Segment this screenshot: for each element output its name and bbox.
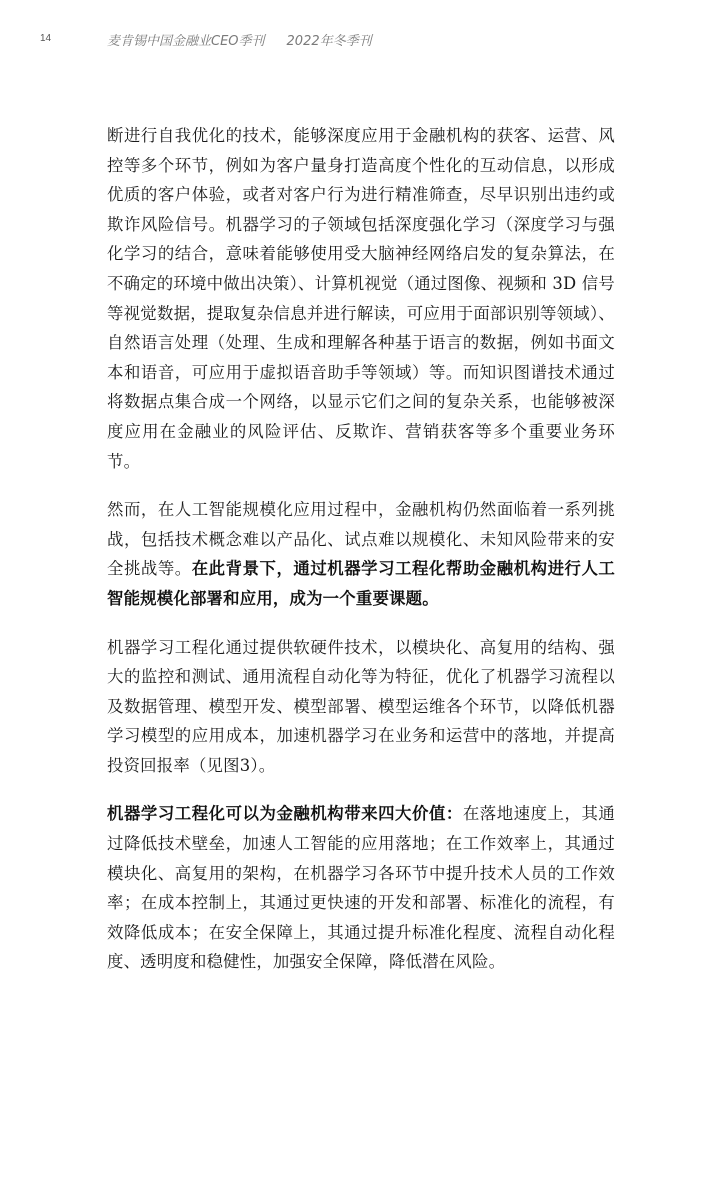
page-number: 14	[40, 33, 52, 44]
paragraph-2	[107, 495, 615, 613]
paragraph-4-emphasis: 机器学习工程化可以为金融机构带来四大价值：	[107, 804, 463, 824]
running-header	[107, 30, 372, 49]
paragraph-4-text: 在落地速度上，其通过降低技术壁垒，加速人工智能的应用落地；在工作效率上，其通过模块化、高复用的架构，在机器学习各环节中提升技术人员的工作效率；在成本控制上，其通过更快速的开发和部署、标准化的流程，有效降低成本；在安全保障上，其通过提升标准化程度、流程自动化程度、透明度和稳健性，加强安全保障，降低潜在风险。	[107, 804, 615, 972]
publication-title: 麦肯锡中国金融业CEO季刊	[107, 34, 265, 49]
article-body	[107, 121, 615, 996]
paragraph-4	[107, 799, 615, 977]
paragraph-2-text: 然而，在人工智能规模化应用过程中，金融机构仍然面临着一系列挑战，包括技术概念难以产品化、试点难以规模化、未知风险带来的安全挑战等。	[107, 500, 615, 579]
paragraph-3: 机器学习工程化通过提供软硬件技术，以模块化、高复用的结构、强大的监控和测试、通用流程自动化等为特征，优化了机器学习流程以及数据管理、模型开发、模型部署、模型运维各个环节，以降低机器学习模型的应用成本，加速机器学习在业务和运营中的落地，并提高投资回报率（见图3）。	[107, 637, 615, 775]
paragraph-2-emphasis: 在此背景下，通过机器学习工程化帮助金融机构进行人工智能规模化部署和应用，成为一个重要课题。	[107, 559, 616, 608]
paragraph-1: 断进行自我优化的技术，能够深度应用于金融机构的获客、运营、风控等多个环节，例如为客户量身打造高度个性化的互动信息，以形成优质的客户体验，或者对客户行为进行精准筛查，尽早识别出违约或欺诈风险信号。机器学习的子领域包括深度强化学习（深度学习与强化学习的结合，意味着能够使用受大脑神经网络启发的复杂算法，在不确定的环境中做出决策）、计算机视觉（通过图像、视频和 3D 信号等视觉数据，提取复杂信息并进行解读，可应用于面部识别等领域）、自然语言处理（处理、生成和理解各种基于语言的数据，例如书面文本和语音，可应用于虚拟语音助手等领域）等。而知识图谱技术通过将数据点集合成一个网络，以显示它们之间的复杂关系，也能够被深度应用在金融业的风险评估、反欺诈、营销获客等多个重要业务环节。	[107, 126, 615, 471]
issue-label: 2022年冬季刊	[286, 34, 372, 49]
